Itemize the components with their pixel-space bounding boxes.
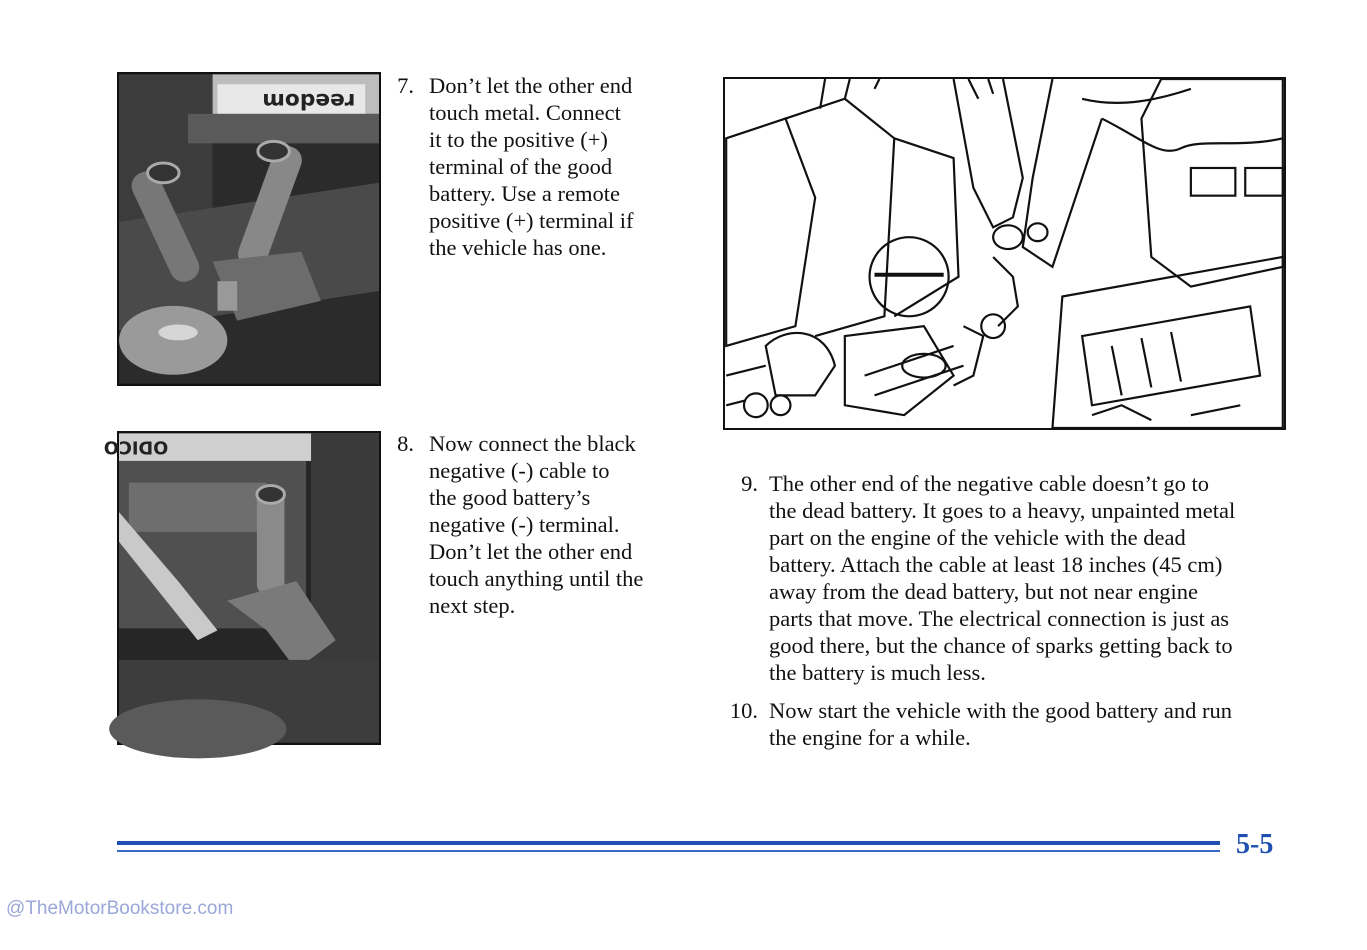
step-line: next step. (429, 593, 516, 618)
step-text (769, 697, 1289, 751)
step-7 (388, 72, 688, 272)
step-line: positive (+) terminal if (429, 208, 634, 233)
step-line: battery. Use a remote (429, 181, 620, 206)
jumper-clamp-positive-photo (117, 72, 381, 386)
step-8 (388, 430, 688, 630)
step-number: 7. (397, 73, 414, 98)
jumper-clamp-negative-photo (103, 431, 381, 745)
step-10 (722, 697, 1302, 757)
step-line: terminal of the good (429, 154, 613, 179)
footer-rule-thin (117, 850, 1220, 852)
step-line: Now connect the black (429, 431, 636, 456)
step-line: good there, but the chance of sparks getting back to (769, 633, 1233, 658)
step-text (429, 430, 679, 619)
engine-ground-illustration (723, 77, 1286, 430)
step-9 (722, 470, 1302, 690)
step-line: the good battery’s (429, 485, 591, 510)
step-line: Now start the vehicle with the good battery and run (769, 698, 1232, 723)
step-line: the battery is much less. (769, 660, 986, 685)
step-text (429, 72, 679, 261)
step-line: away from the dead battery, but not near engine (769, 579, 1198, 604)
step-text (769, 470, 1289, 686)
step-line: touch anything until the (429, 566, 644, 591)
footer-rule (117, 838, 1220, 856)
step-number: 10. (729, 698, 758, 723)
clamp-negative-image (103, 433, 379, 743)
step-line: parts that move. The electrical connection is just as (769, 606, 1230, 631)
clamp-positive-image (119, 74, 379, 384)
footer-rule-thick (117, 841, 1220, 845)
step-line: the dead battery. It goes to a heavy, unpainted metal (769, 498, 1236, 523)
step-line: touch metal. Connect (429, 100, 621, 125)
battery-label-text: ODICO (103, 436, 169, 457)
step-line: Don’t let the other end (429, 539, 633, 564)
step-number: 9. (741, 471, 758, 496)
battery-label-text: reedom (262, 88, 356, 114)
step-line: the engine for a while. (769, 725, 971, 750)
watermark: @TheMotorBookstore.com (6, 898, 234, 919)
page-number: 5-5 (1236, 829, 1274, 860)
step-line: battery. Attach the cable at least 18 inches (45 cm) (769, 552, 1223, 577)
engine-line-drawing (725, 79, 1284, 428)
step-line: it to the positive (+) (429, 127, 608, 152)
step-line: The other end of the negative cable doesn’t go to (769, 471, 1210, 496)
step-number: 8. (397, 431, 414, 456)
step-line: the vehicle has one. (429, 235, 607, 260)
step-line: Don’t let the other end (429, 73, 633, 98)
step-line: negative (-) terminal. (429, 512, 620, 537)
step-line: part on the engine of the vehicle with the dead (769, 525, 1186, 550)
step-line: negative (-) cable to (429, 458, 610, 483)
